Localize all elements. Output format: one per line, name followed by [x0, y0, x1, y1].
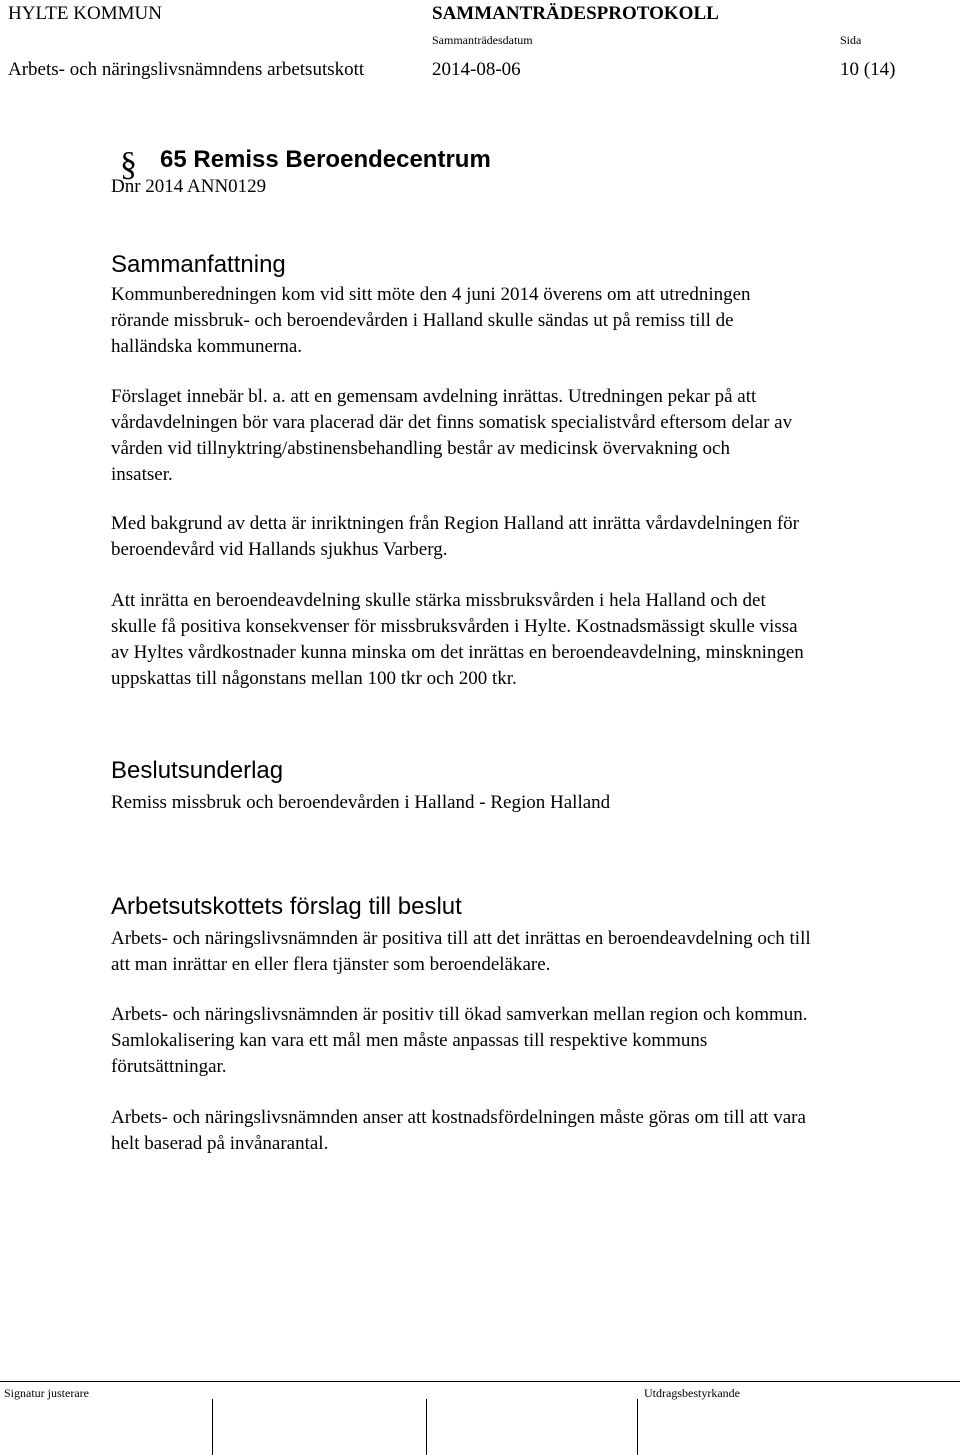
certification-label: Utdragsbestyrkande: [644, 1386, 740, 1400]
text-line: Remiss missbruk och beroendevården i Halland - Region Halland: [111, 792, 611, 813]
summary-paragraph-4: [111, 588, 941, 692]
text-line: Med bakgrund av detta är inriktningen från Region Halland att inrätta vårdavdelningen för: [111, 513, 799, 534]
proposal-paragraph-1: [111, 926, 941, 978]
text-line: Arbets- och näringslivsnämnden anser att kostnadsfördelningen måste göras om till att vara: [111, 1107, 806, 1128]
text-line: uppskattas till någonstans mellan 100 tkr och 200 tkr.: [111, 668, 517, 689]
text-line: av Hyltes vårdkostnader kunna minska om det inrättas en beroendeavdelning, minskningen: [111, 642, 804, 663]
proposal-paragraph-2: [111, 1002, 941, 1080]
text-line: Kommunberedningen kom vid sitt möte den 4 juni 2014 överens om att utredningen: [111, 284, 751, 305]
page-number: 10 (14): [840, 59, 896, 80]
committee-name: Arbets- och näringslivsnämndens arbetsutskott: [8, 59, 365, 80]
signature-divider: [212, 1399, 213, 1455]
text-line: Att inrätta en beroendeavdelning skulle stärka missbruksvården i hela Halland och det: [111, 590, 766, 611]
text-line: Arbets- och näringslivsnämnden är positiv till ökad samverkan mellan region och kommun.: [111, 1004, 808, 1025]
document-type: SAMMANTRÄDESPROTOKOLL: [432, 3, 719, 24]
text-line: beroendevård vid Hallands sjukhus Varberg.: [111, 539, 448, 560]
meeting-date: 2014-08-06: [432, 59, 521, 80]
text-line: vårdavdelningen bör vara placerad där det finns somatisk specialistvård eftersom delar av: [111, 412, 793, 433]
text-line: Samlokalisering kan vara ett mål men måste anpassas till respektive kommuns: [111, 1030, 708, 1051]
organization-name: HYLTE KOMMUN: [8, 3, 162, 24]
signature-divider: [637, 1399, 638, 1455]
basis-item: [111, 790, 941, 816]
proposal-paragraph-3: [111, 1105, 941, 1157]
summary-paragraph-1: [111, 282, 941, 360]
text-line: helt baserad på invånarantal.: [111, 1133, 329, 1154]
text-line: halländska kommunerna.: [111, 336, 303, 357]
proposal-heading: Arbetsutskottets förslag till beslut: [111, 893, 462, 920]
signature-divider: [426, 1399, 427, 1455]
text-line: skulle få positiva konsekvenser för missbruksvården i Hylte. Kostnadsmässigt skulle vissa: [111, 616, 798, 637]
page-label: Sida: [840, 33, 862, 47]
summary-heading: Sammanfattning: [111, 251, 286, 278]
summary-paragraph-2: [111, 384, 941, 488]
meeting-date-label: Sammanträdesdatum: [432, 33, 533, 47]
text-line: Arbets- och näringslivsnämnden är positiva till att det inrättas en beroendeavdelning och till: [111, 928, 811, 949]
text-line: förutsättningar.: [111, 1056, 227, 1077]
basis-heading: Beslutsunderlag: [111, 757, 284, 784]
text-line: insatser.: [111, 464, 173, 485]
section-title: 65 Remiss Beroendecentrum: [160, 146, 491, 173]
text-line: vården vid tillnyktring/abstinensbehandling består av medicinsk övervakning och: [111, 438, 730, 459]
paragraph-mark: §: [120, 146, 137, 183]
text-line: att man inrättar en eller flera tjänster som beroendeläkare.: [111, 954, 551, 975]
signature-label: Signatur justerare: [4, 1386, 89, 1400]
text-line: rörande missbruk- och beroendevården i Halland skulle sändas ut på remiss till de: [111, 310, 734, 331]
signature-footer: [0, 1381, 960, 1455]
summary-paragraph-3: [111, 511, 941, 563]
text-line: Förslaget innebär bl. a. att en gemensam avdelning inrättas. Utredningen pekar på att: [111, 386, 757, 407]
diary-number: Dnr 2014 ANN0129: [111, 176, 267, 197]
